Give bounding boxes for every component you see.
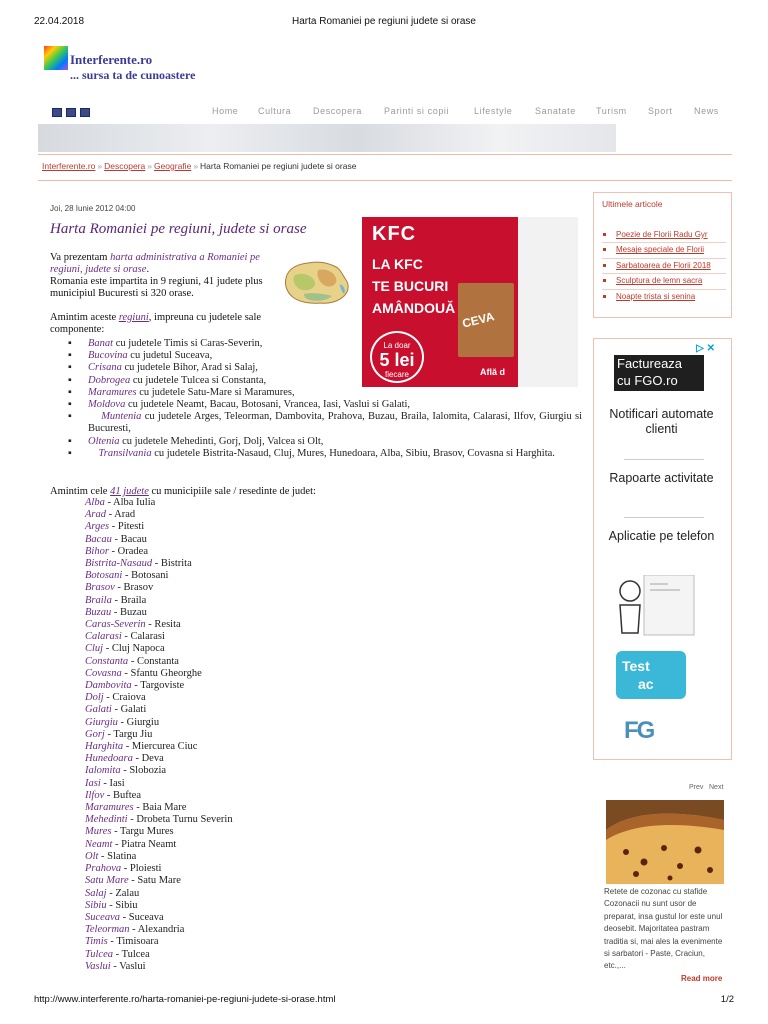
county-name[interactable]: Calarasi [85,631,122,643]
county-name[interactable]: Prahova [85,863,122,875]
county-row: Tulcea - Tulcea [85,948,150,960]
county-seat: Targoviste [140,680,185,692]
romania-map-icon[interactable] [280,258,352,308]
county-row: Maramures - Baia Mare [85,802,187,814]
bullet-icon: ▪ [68,338,72,349]
county-seat: Braila [120,594,147,606]
county-seat: Iasi [109,777,125,789]
county-seat: Timisoara [116,936,159,948]
regions-intro [50,312,280,336]
county-seat: Suceava [128,911,164,923]
article-intro [50,252,280,276]
social-icon-3[interactable] [80,108,90,117]
counties-intro-prefix: Amintim cele [50,486,111,497]
region-name[interactable]: Transilvania [98,447,152,459]
county-row: Bacau - Bacau [85,533,147,545]
site-name[interactable]: Interferente.ro [70,52,153,67]
adchoices-icon[interactable]: ▷ ✕ [696,343,715,354]
print-url: http://www.interferente.ro/harta-romaniei-pe-regiuni-judete-si-orase.html [34,994,336,1005]
county-name[interactable]: Ialomita [85,765,121,777]
latest-article-link[interactable]: Poezie de Florii Radu Gyr [616,230,708,239]
county-row: Olt - Slatina [85,850,137,862]
county-seat: Targu Mures [120,826,174,838]
region-desc: cu judetul Suceava, [127,350,213,362]
breadcrumb-geografie[interactable]: Geografie [153,161,192,171]
nav-item-turism[interactable]: Turism [596,106,627,116]
region-name[interactable]: Maramures [88,386,137,398]
latest-article-link[interactable]: Sculptura de lemn sacra [616,276,703,286]
county-name[interactable]: Satu Mare [85,875,129,887]
county-name[interactable]: Galati [85,704,112,716]
county-name[interactable]: Ilfov [85,789,105,801]
county-name[interactable]: Brasov [85,582,115,594]
regions-link[interactable]: regiuni [118,312,149,323]
intro-link[interactable]: harta administrativa a Romaniei pe regiuni, judete si orase [50,252,260,276]
intro-prefix: Va prezentam [50,252,111,263]
county-seat: Zalau [115,887,140,899]
counties-list [85,497,233,973]
print-footer [0,994,768,1008]
fgo-test-button[interactable] [616,651,686,699]
fgo-test-line1: Test [622,658,650,674]
region-name[interactable]: Muntenia [101,411,142,423]
county-seat: Tulcea [121,948,150,960]
county-row: Teleorman - Alexandria [85,924,185,936]
kfc-ad-line1: LA KFC [372,256,423,272]
county-seat: Galati [120,704,147,716]
regions-list [50,338,582,460]
cozonac-photo[interactable] [606,800,724,884]
county-row: Constanta - Constanta [85,655,179,667]
breadcrumb [42,161,356,171]
region-desc: cu judetele Bistrita-Nasaud, Cluj, Mures, Hunedoara, Alba, Sibiu, Brasov, Covasna si Harghita. [151,447,555,459]
nav-item-parinti-si-copii[interactable]: Parinti si copii [384,106,450,116]
county-name[interactable]: Hunedoara [85,753,133,765]
county-name[interactable]: Dambovita [85,680,132,692]
nav-item-lifestyle[interactable]: Lifestyle [474,106,513,116]
list-item [50,448,582,460]
county-seat: Slobozia [129,765,167,777]
kfc-bag-text: CEVA [460,309,496,331]
bullet-icon [603,248,606,251]
county-row: Ilfov - Buftea [85,789,141,801]
region-name[interactable]: Dobrogea [88,374,131,386]
county-seat: Giurgiu [126,716,160,728]
county-name[interactable]: Arad [85,509,106,521]
social-icons [52,108,90,117]
county-row: Dolj - Craiova [85,692,146,704]
county-seat: Buftea [113,789,141,801]
next-button[interactable]: Next [709,784,724,791]
county-row: Sibiu - Sibiu [85,899,138,911]
county-row: Salaj - Zalau [85,887,140,899]
nav-item-cultura[interactable]: Cultura [258,106,292,116]
fgo-ad[interactable] [593,338,732,760]
county-name[interactable]: Bacau [85,533,112,545]
county-row: Botosani - Botosani [85,570,169,582]
nav-item-descopera[interactable]: Descopera [313,106,362,116]
bullet-icon: ▪ [68,411,72,423]
bullet-icon: ▪ [68,386,72,398]
region-desc: cu judetele Mehedinti, Gorj, Dolj, Valcea si Olt, [119,435,324,447]
county-seat: Brasov [123,582,154,594]
county-row: Iasi - Iasi [85,777,125,789]
bullet-icon [603,279,606,282]
county-seat: Miercurea Ciuc [131,741,198,753]
breadcrumb-descopera[interactable]: Descopera [104,161,146,171]
county-name[interactable]: Buzau [85,606,112,618]
nav-item-sanatate[interactable]: Sanatate [535,106,576,116]
county-row: Cluj - Cluj Napoca [85,643,165,655]
list-item [50,375,582,387]
county-seat: Cluj Napoca [111,643,165,655]
list-item [602,260,726,274]
fgo-divider [624,517,704,518]
county-name[interactable]: Dolj [85,692,104,704]
article-date: Joi, 28 Iunie 2012 04:00 [50,204,136,213]
county-name[interactable]: Maramures [85,802,134,814]
list-item [602,275,726,289]
region-name[interactable]: Moldova [88,399,126,411]
region-desc: cu judetele Neamt, Bacau, Botosani, Vrancea, Iasi, Vaslui si Galati, [125,399,411,411]
phone-illustration-icon [616,575,696,637]
county-name[interactable]: Giurgiu [85,716,118,728]
county-row: Harghita - Miercurea Ciuc [85,741,198,753]
fgo-badge-line1: Factureaza [617,356,683,371]
region-name[interactable]: Banat [88,338,114,349]
featured-excerpt [604,886,728,973]
county-name[interactable]: Braila [85,594,112,606]
site-tagline: ... sursa ta de cunoastere [70,68,196,82]
county-row: Giurgiu - Giurgiu [85,716,160,728]
article-intro-2: Romania este impartita in 9 regiuni, 41 judete plus municipiul Bucuresti si 320 orase. [50,276,263,300]
header-banner [38,124,616,152]
social-icon-2[interactable] [66,108,76,117]
bullet-icon: ▪ [68,447,72,459]
latest-articles-title: Ultimele articole [602,199,663,209]
article-title: Harta Romaniei pe regiuni, judete si orase [50,221,307,237]
county-seat: Sfantu Gheorghe [130,667,202,679]
county-seat: Slatina [107,850,137,862]
intro-suffix: . [146,264,150,276]
latest-article-link[interactable]: Noapte trista si senina [616,291,696,301]
county-row: Galati - Galati [85,704,147,716]
county-row: Caras-Severin - Resita [85,619,181,631]
county-seat: Sibiu [115,899,138,911]
county-seat: Resita [154,619,181,631]
county-row: Satu Mare - Satu Mare [85,875,181,887]
county-row: Mures - Targu Mures [85,826,174,838]
fgo-feature-1: Notificari automate clienti [609,407,714,436]
bullet-icon: ▪ [68,374,72,386]
county-name[interactable]: Suceava [85,911,120,923]
county-seat: Bistrita [160,558,192,570]
fgo-divider [624,459,704,460]
kfc-ad-line2: TE BUCURI [372,278,449,294]
list-item [50,399,582,411]
county-name[interactable]: Neamt [85,838,113,850]
main-nav [212,106,724,116]
county-seat: Oradea [117,545,148,557]
county-name[interactable]: Harghita [85,741,124,753]
county-seat: Arad [114,509,136,521]
county-seat: Vaslui [119,960,146,972]
county-name[interactable]: Bihor [85,545,109,557]
county-name[interactable]: Caras-Severin [85,619,146,631]
list-item [602,291,726,303]
nav-item-sport[interactable]: Sport [648,106,673,116]
county-row: Covasna - Sfantu Gheorghe [85,667,202,679]
kfc-logo: KFC [372,223,417,245]
region-desc: cu judetele Tulcea si Constanta, [130,374,267,386]
nav-item-news[interactable]: News [694,106,719,116]
county-name[interactable]: Gorj [85,728,105,740]
county-seat: Buzau [120,606,147,618]
fgo-feature-2: Rapoarte activitate [609,471,714,485]
county-name[interactable]: Tulcea [85,948,113,960]
county-row: Vaslui - Vaslui [85,960,146,972]
county-seat: Bacau [120,533,147,545]
county-name[interactable]: Mures [85,826,112,838]
county-row: Ialomita - Slobozia [85,765,167,777]
region-desc: cu judetele Bihor, Arad si Salaj, [121,362,258,374]
county-name[interactable]: Covasna [85,667,122,679]
featured-body: Cozonacii nu sunt usor de preparat, insa gustul lor este unul deosebit. Majoritatea pastram traditia si, mai ales la evenimente si sarbatori - Paste, Craciun, etc.,... [604,899,723,971]
county-row: Bihor - Oradea [85,545,148,557]
region-name[interactable]: Oltenia [88,435,120,447]
county-name[interactable]: Bistrita-Nasaud [85,558,153,570]
county-name[interactable]: Vaslui [85,960,111,972]
county-seat: Constanta [136,655,179,667]
county-name[interactable]: Constanta [85,655,129,667]
list-item [602,244,726,258]
nav-item-home[interactable]: Home [212,106,239,116]
kfc-price-top: La doar [383,341,411,350]
county-seat: Botosani [131,570,169,582]
county-seat: Pitesti [117,521,145,533]
list-item [50,436,582,448]
county-row: Braila - Braila [85,594,147,606]
breadcrumb-divider [38,180,732,181]
regions-intro-prefix: Amintim aceste [50,312,119,323]
bullet-icon [603,233,606,236]
county-name[interactable]: Olt [85,850,99,862]
latest-article-link[interactable]: Mesaje speciale de Florii [616,245,705,255]
print-date: 22.04.2018 [34,16,85,27]
region-desc: cu judetele Timis si Caras-Severin, [113,338,263,349]
social-icon-1[interactable] [52,108,62,117]
print-title: Harta Romaniei pe regiuni judete si orase [292,16,476,27]
county-row: Arges - Pitesti [85,521,145,533]
county-row: Gorj - Targu Jiu [85,728,153,740]
county-row: Alba - Alba Iulia [85,497,156,508]
county-name[interactable]: Timis [85,936,108,948]
counties-intro-suffix: cu municipiile sale / resedinte de judet: [148,486,316,497]
latest-article-link[interactable]: Sarbatoarea de Florii 2018 [616,260,711,270]
print-page-number: 1/2 [720,994,734,1005]
county-seat: Craiova [112,692,146,704]
county-seat: Alexandria [137,924,185,936]
read-more-link[interactable]: Read more [681,974,723,983]
region-desc: cu judetele Arges, Teleorman, Dambovita, Prahova, Buzau, Braila, Ialomita, Calarasi, Ilfov, Giurgiu si Bucuresti, [88,411,583,435]
county-seat: Baia Mare [142,802,187,814]
county-seat: Satu Mare [137,875,181,887]
breadcrumb-separator: » [147,161,152,171]
county-row: Brasov - Brasov [85,582,154,594]
county-row: Calarasi - Calarasi [85,631,165,643]
county-name[interactable]: Alba [85,497,105,508]
county-name[interactable]: Salaj [85,887,107,899]
county-row: Dambovita - Targoviste [85,680,185,692]
county-row: Arad - Arad [85,509,136,521]
fgo-feature-3: Aplicatie pe telefon [608,529,715,543]
list-item [602,229,726,243]
county-seat: Targu Jiu [113,728,153,740]
county-name[interactable]: Sibiu [85,899,107,911]
county-seat: Alba Iulia [113,497,156,508]
breadcrumb-separator: » [97,161,103,171]
county-row: Prahova - Ploiesti [85,863,162,875]
header-divider [38,154,732,155]
bullet-icon: ▪ [68,435,72,447]
list-item [50,411,582,435]
fgo-test-line2: ac [638,676,654,692]
county-seat: Ploiesti [129,863,162,875]
list-item [50,387,582,399]
kfc-cta[interactable]: Află d [480,367,506,377]
region-name[interactable]: Bucovina [88,350,128,362]
county-row: Mehedinti - Drobeta Turnu Severin [85,814,233,826]
bullet-icon [603,264,606,267]
prev-button[interactable]: Prev [689,784,704,791]
latest-articles-box [593,192,732,318]
region-name[interactable]: Crisana [88,362,122,374]
featured-title[interactable]: Retete de cozonac cu stafide [604,887,708,896]
bullet-icon: ▪ [68,399,72,411]
county-row: Buzau - Buzau [85,606,147,618]
kfc-ad-line3: AMÂNDOUĂ [372,300,456,316]
counties-link[interactable]: 41 judete [110,486,149,497]
county-name[interactable]: Botosani [85,570,123,582]
fgo-logo: FG [624,717,654,744]
list-item [50,362,582,374]
county-row: Suceava - Suceava [85,911,164,923]
county-name[interactable]: Iasi [85,777,101,789]
latest-articles-list [602,229,726,303]
county-name[interactable]: Teleorman [85,924,130,936]
county-row: Neamt - Piatra Neamt [85,838,177,850]
list-item [50,338,582,350]
bullet-icon: ▪ [68,350,72,362]
regions-intro-suffix: , impreuna cu judetele sale componente: [50,312,262,336]
county-seat: Calarasi [130,631,165,643]
print-header [0,16,768,30]
list-item [50,350,582,362]
fgo-badge [614,355,704,391]
breadcrumb-home[interactable]: Interferente.ro [42,161,96,171]
county-seat: Deva [141,753,164,765]
region-desc: cu judetele Satu-Mare si Maramures, [136,386,295,398]
county-row: Timis - Timisoara [85,936,159,948]
county-name[interactable]: Mehedinti [85,814,128,826]
breadcrumb-current: Harta Romaniei pe regiuni judete si orase [200,161,357,171]
kfc-price-bottom: fiecare [384,370,409,379]
fgo-badge-line2: cu FGO.ro [617,373,678,388]
bullet-icon [603,295,606,298]
kfc-price-value: 5 lei [379,350,415,370]
county-seat: Piatra Neamt [121,838,177,850]
county-name[interactable]: Arges [85,521,110,533]
county-row: Bistrita-Nasaud - Bistrita [85,558,192,570]
county-name[interactable]: Cluj [85,643,104,655]
site-logo-icon[interactable] [44,46,68,70]
county-row: Hunedoara - Deva [85,753,164,765]
county-seat: Drobeta Turnu Severin [136,814,233,826]
bullet-icon: ▪ [68,362,72,374]
breadcrumb-separator: » [193,161,199,171]
